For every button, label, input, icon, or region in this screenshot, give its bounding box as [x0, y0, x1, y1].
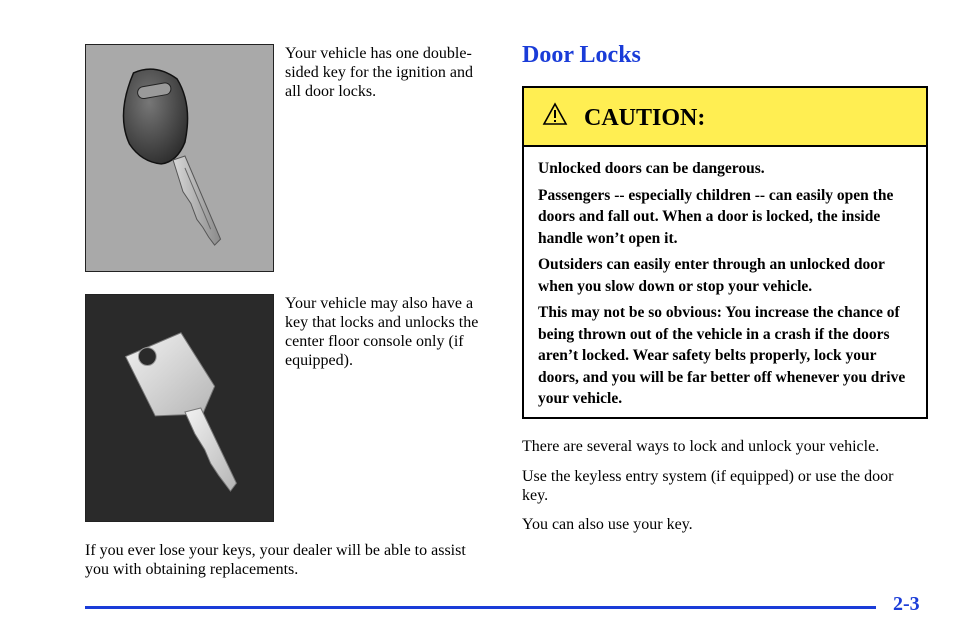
caution-paragraph: This may not be so obvious: You increase the chance of being thrown out of the vehicle in a crash if the doors aren’t locked. Wear safety belts properly, lock your doors, and you will be far better off whenever you drive your vehicle. — [538, 304, 906, 407]
caution-paragraph: Unlocked doors can be dangerous. — [538, 160, 765, 177]
lost-keys-note: If you ever lose your keys, your dealer will be able to assist you with obtaining replacements. — [85, 542, 466, 578]
caution-box — [522, 86, 928, 419]
caution-header — [524, 88, 926, 147]
page-number: 2-3 — [893, 593, 920, 615]
console-key-illustration — [86, 295, 273, 521]
console-key-caption: Your vehicle may also have a key that locks and unlocks the center floor console only (if equipped). — [285, 295, 479, 369]
caution-title: CAUTION: — [584, 105, 706, 131]
warning-triangle-icon — [542, 102, 568, 126]
body-paragraph: You can also use your key. — [522, 516, 693, 533]
body-paragraph: There are several ways to lock and unlock your vehicle. — [522, 438, 880, 455]
body-paragraph: Use the keyless entry system (if equipped) or use the door key. — [522, 468, 894, 504]
caution-body — [524, 147, 926, 410]
console-key-photo — [85, 294, 274, 522]
footer-rule — [85, 606, 876, 609]
ignition-key-illustration — [86, 45, 273, 271]
caution-paragraph: Passengers -- especially children -- can easily open the doors and fall out. When a door is locked, the inside handle won’t open it. — [538, 186, 894, 247]
section-title: Door Locks — [522, 42, 641, 68]
ignition-key-caption: Your vehicle has one double-sided key for the ignition and all door locks. — [285, 45, 473, 100]
ignition-key-photo — [85, 44, 274, 272]
caution-paragraph: Outsiders can easily enter through an unlocked door when you slow down or stop your vehicle. — [538, 256, 885, 295]
